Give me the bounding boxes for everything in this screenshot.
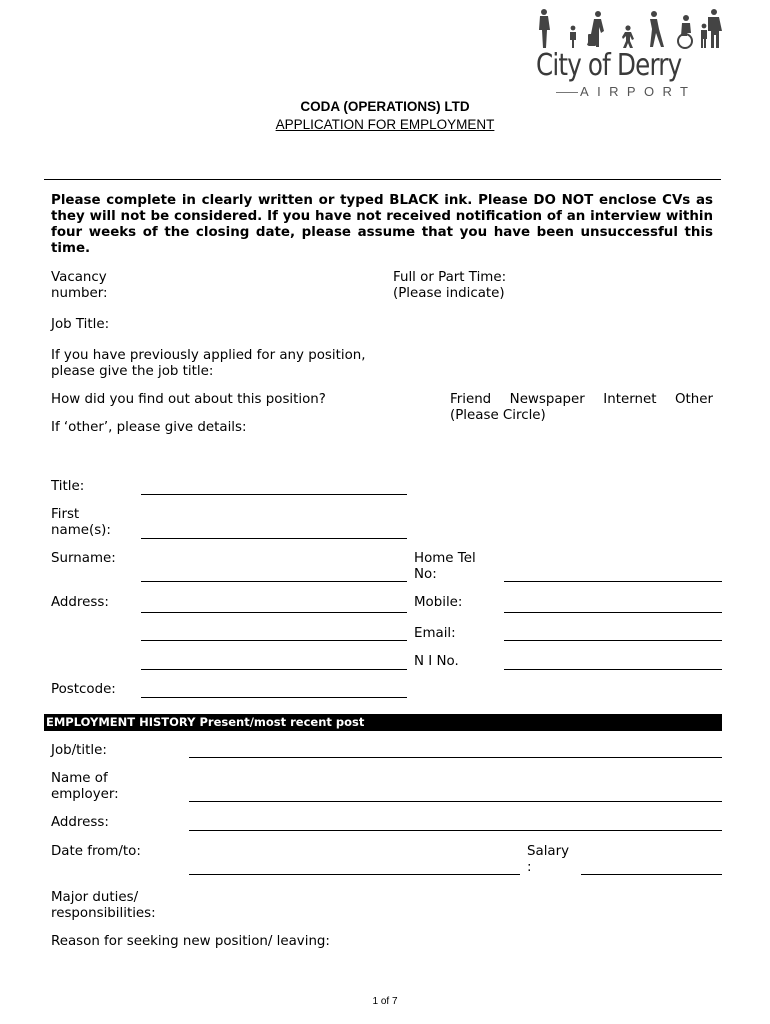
home-tel-label-line2: No: (414, 567, 437, 582)
source-option-internet[interactable]: Internet (603, 392, 657, 407)
email-field[interactable] (504, 640, 722, 641)
source-option-newspaper[interactable]: Newspaper (509, 392, 585, 407)
address-label: Address: (51, 595, 109, 610)
first-names-label-line2: name(s): (51, 523, 111, 538)
full-part-time-label-line2: (Please indicate) (393, 286, 505, 301)
surname-field[interactable] (141, 581, 407, 582)
employment-history-header: EMPLOYMENT HISTORY Present/most recent post (44, 714, 722, 731)
title-label: Title: (51, 479, 85, 494)
first-names-label (51, 507, 111, 539)
source-option-other[interactable]: Other (674, 392, 713, 407)
major-duties-label-line1: Major duties/ (51, 890, 139, 905)
source-option-friend[interactable]: Friend (450, 392, 492, 407)
employer-name-field[interactable] (189, 801, 722, 802)
please-circle-note: (Please Circle) (450, 408, 546, 423)
postcode-field[interactable] (141, 697, 407, 698)
vacancy-number-label-line2: number: (51, 286, 108, 301)
previously-applied-label-line1: If you have previously applied for any position, (51, 348, 366, 363)
ni-number-label: N I No. (414, 654, 459, 669)
employer-name-label-line1: Name of (51, 771, 108, 786)
job-title-history-label: Job/title: (51, 743, 107, 758)
mobile-field[interactable] (504, 612, 722, 613)
salary-label (527, 844, 569, 876)
logo-subtitle: AIRPORT (580, 84, 697, 99)
first-names-label-line1: First (51, 507, 80, 522)
reason-leaving-label: Reason for seeking new position/ leaving: (51, 934, 330, 949)
employer-address-label: Address: (51, 815, 109, 830)
job-title-label: Job Title: (51, 317, 110, 332)
home-tel-label-line1: Home Tel (414, 551, 476, 566)
how-find-out-label: How did you find out about this position? (51, 392, 326, 407)
page-title: APPLICATION FOR EMPLOYMENT (275, 117, 495, 132)
airport-logo-figures-icon (536, 8, 730, 50)
date-from-to-label: Date from/to: (51, 844, 141, 859)
logo-wordmark: City of Derry (536, 48, 682, 83)
vacancy-number-label (51, 270, 108, 302)
mobile-label: Mobile: (414, 595, 463, 610)
full-part-time-label (393, 270, 506, 302)
salary-label-line2: : (527, 860, 532, 875)
full-part-time-label-line1: Full or Part Time: (393, 270, 507, 285)
employer-name-label-line2: employer: (51, 787, 119, 802)
address-field-line3[interactable] (141, 669, 407, 670)
job-title-history-field[interactable] (189, 757, 722, 758)
page-number: 1 of 7 (372, 996, 398, 1007)
date-from-to-field[interactable] (189, 874, 520, 875)
title-field[interactable] (141, 494, 407, 495)
postcode-label: Postcode: (51, 682, 116, 697)
source-options (450, 392, 713, 408)
surname-label: Surname: (51, 551, 116, 566)
employer-address-field[interactable] (189, 830, 722, 831)
salary-field[interactable] (581, 874, 722, 875)
ni-number-field[interactable] (504, 669, 722, 670)
salary-label-line1: Salary (527, 844, 570, 859)
other-details-label: If ‘other’, please give details: (51, 420, 247, 435)
logo-underline (556, 92, 578, 93)
vacancy-number-label-line1: Vacancy (51, 270, 107, 285)
company-name: CODA (OPERATIONS) LTD (300, 99, 470, 114)
address-field-line1[interactable] (141, 612, 407, 613)
employer-name-label (51, 771, 119, 803)
header-divider (44, 179, 721, 180)
first-names-field[interactable] (141, 538, 407, 539)
address-field-line2[interactable] (141, 640, 407, 641)
previously-applied-label (51, 348, 366, 380)
home-tel-label (414, 551, 476, 583)
email-label: Email: (414, 626, 456, 641)
previously-applied-label-line2: please give the job title: (51, 364, 214, 379)
instructions-text: Please complete in clearly written or typed BLACK ink. Please DO NOT enclose CVs as they will not be considered. If you have not received notification of an interview within four weeks of the closing date, please assume that you have been unsuccessful this time. (51, 193, 713, 256)
major-duties-label (51, 890, 156, 922)
home-tel-field[interactable] (504, 581, 722, 582)
major-duties-label-line2: responsibilities: (51, 906, 156, 921)
